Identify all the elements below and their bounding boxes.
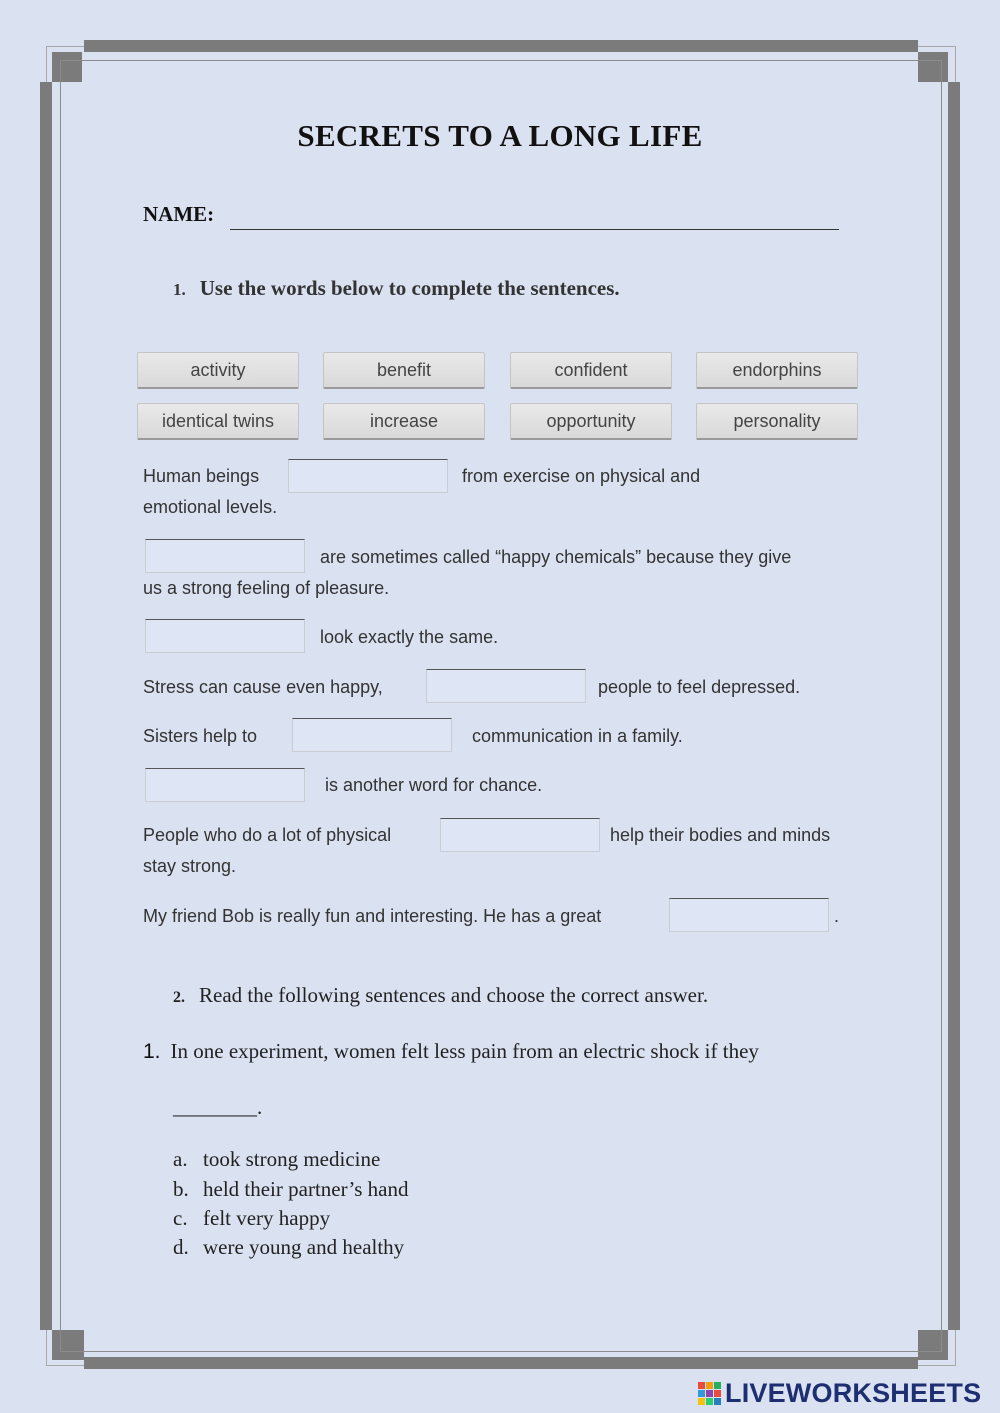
name-label: NAME:: [143, 202, 215, 226]
section-2-heading: [173, 983, 708, 1008]
answer-option[interactable]: [173, 1177, 408, 1202]
question-number: 1.: [143, 1040, 161, 1063]
section-1-heading: [173, 276, 620, 301]
option-text: took strong medicine: [203, 1147, 381, 1171]
answer-drop-box[interactable]: [288, 459, 448, 493]
question-text: In one experiment, women felt less pain from an electric shock if they: [170, 1039, 759, 1063]
section-instruction: Use the words below to complete the sentences.: [199, 276, 620, 300]
word-chip[interactable]: endorphins: [696, 352, 858, 389]
logo-text: LIVEWORKSHEETS: [725, 1377, 982, 1408]
word-chip[interactable]: opportunity: [510, 403, 672, 440]
answer-option[interactable]: [173, 1235, 404, 1260]
option-letter: a.: [173, 1147, 188, 1171]
logo-grid-icon: [698, 1382, 721, 1405]
sentence-text: People who do a lot of physical: [143, 825, 392, 845]
word-chip[interactable]: increase: [323, 403, 485, 440]
frame-bottom-bar: [84, 1357, 918, 1369]
answer-drop-box[interactable]: [292, 718, 452, 752]
sentence-text: My friend Bob is really fun and interesting. He has a great: [143, 906, 602, 926]
option-letter: d.: [173, 1235, 189, 1259]
sentence-text: from exercise on physical and: [462, 466, 701, 486]
sentence-text: is another word for chance.: [325, 775, 543, 795]
answer-drop-box[interactable]: [426, 669, 586, 703]
answer-option[interactable]: [173, 1206, 330, 1231]
sentence-text: stay strong.: [143, 856, 237, 876]
sentence-text: Stress can cause even happy,: [143, 677, 383, 697]
sentence-text: Human beings: [143, 466, 260, 486]
answer-drop-box[interactable]: [145, 539, 305, 573]
question-blank: ________.: [173, 1095, 263, 1119]
frame-top-bar: [84, 40, 918, 52]
sentence-text: help their bodies and minds: [610, 825, 831, 845]
worksheet-title: SECRETS TO A LONG LIFE: [297, 118, 703, 153]
sentence-text: us a strong feeling of pleasure.: [143, 578, 390, 598]
sentence-text: .: [834, 906, 840, 926]
word-chip[interactable]: personality: [696, 403, 858, 440]
sentence-text: look exactly the same.: [320, 627, 499, 647]
frame-left-bar: [40, 82, 52, 1330]
option-text: felt very happy: [203, 1206, 331, 1230]
answer-drop-box[interactable]: [145, 768, 305, 802]
word-chip[interactable]: identical twins: [137, 403, 299, 440]
word-chip[interactable]: activity: [137, 352, 299, 389]
sentence-text: people to feel depressed.: [598, 677, 801, 697]
section-number: 1.: [173, 280, 186, 299]
option-letter: b.: [173, 1177, 189, 1201]
liveworksheets-logo[interactable]: [698, 1378, 981, 1408]
frame-right-bar: [948, 82, 960, 1330]
name-line: [230, 229, 839, 230]
sentence-text: are sometimes called “happy chemicals” because they give: [320, 547, 792, 567]
answer-drop-box[interactable]: [669, 898, 829, 932]
sentence-text: Sisters help to: [143, 726, 258, 746]
word-chip[interactable]: benefit: [323, 352, 485, 389]
answer-drop-box[interactable]: [145, 619, 305, 653]
section-instruction: Read the following sentences and choose the correct answer.: [199, 983, 709, 1007]
option-text: held their partner’s hand: [203, 1177, 409, 1201]
sentence-text: communication in a family.: [472, 726, 683, 746]
word-chip[interactable]: confident: [510, 352, 672, 389]
question-line: [143, 1039, 759, 1064]
section-number: 2.: [173, 989, 185, 1006]
sentence-text: emotional levels.: [143, 497, 278, 517]
option-text: were young and healthy: [203, 1235, 405, 1259]
option-letter: c.: [173, 1206, 188, 1230]
answer-drop-box[interactable]: [440, 818, 600, 852]
answer-option[interactable]: [173, 1147, 380, 1172]
